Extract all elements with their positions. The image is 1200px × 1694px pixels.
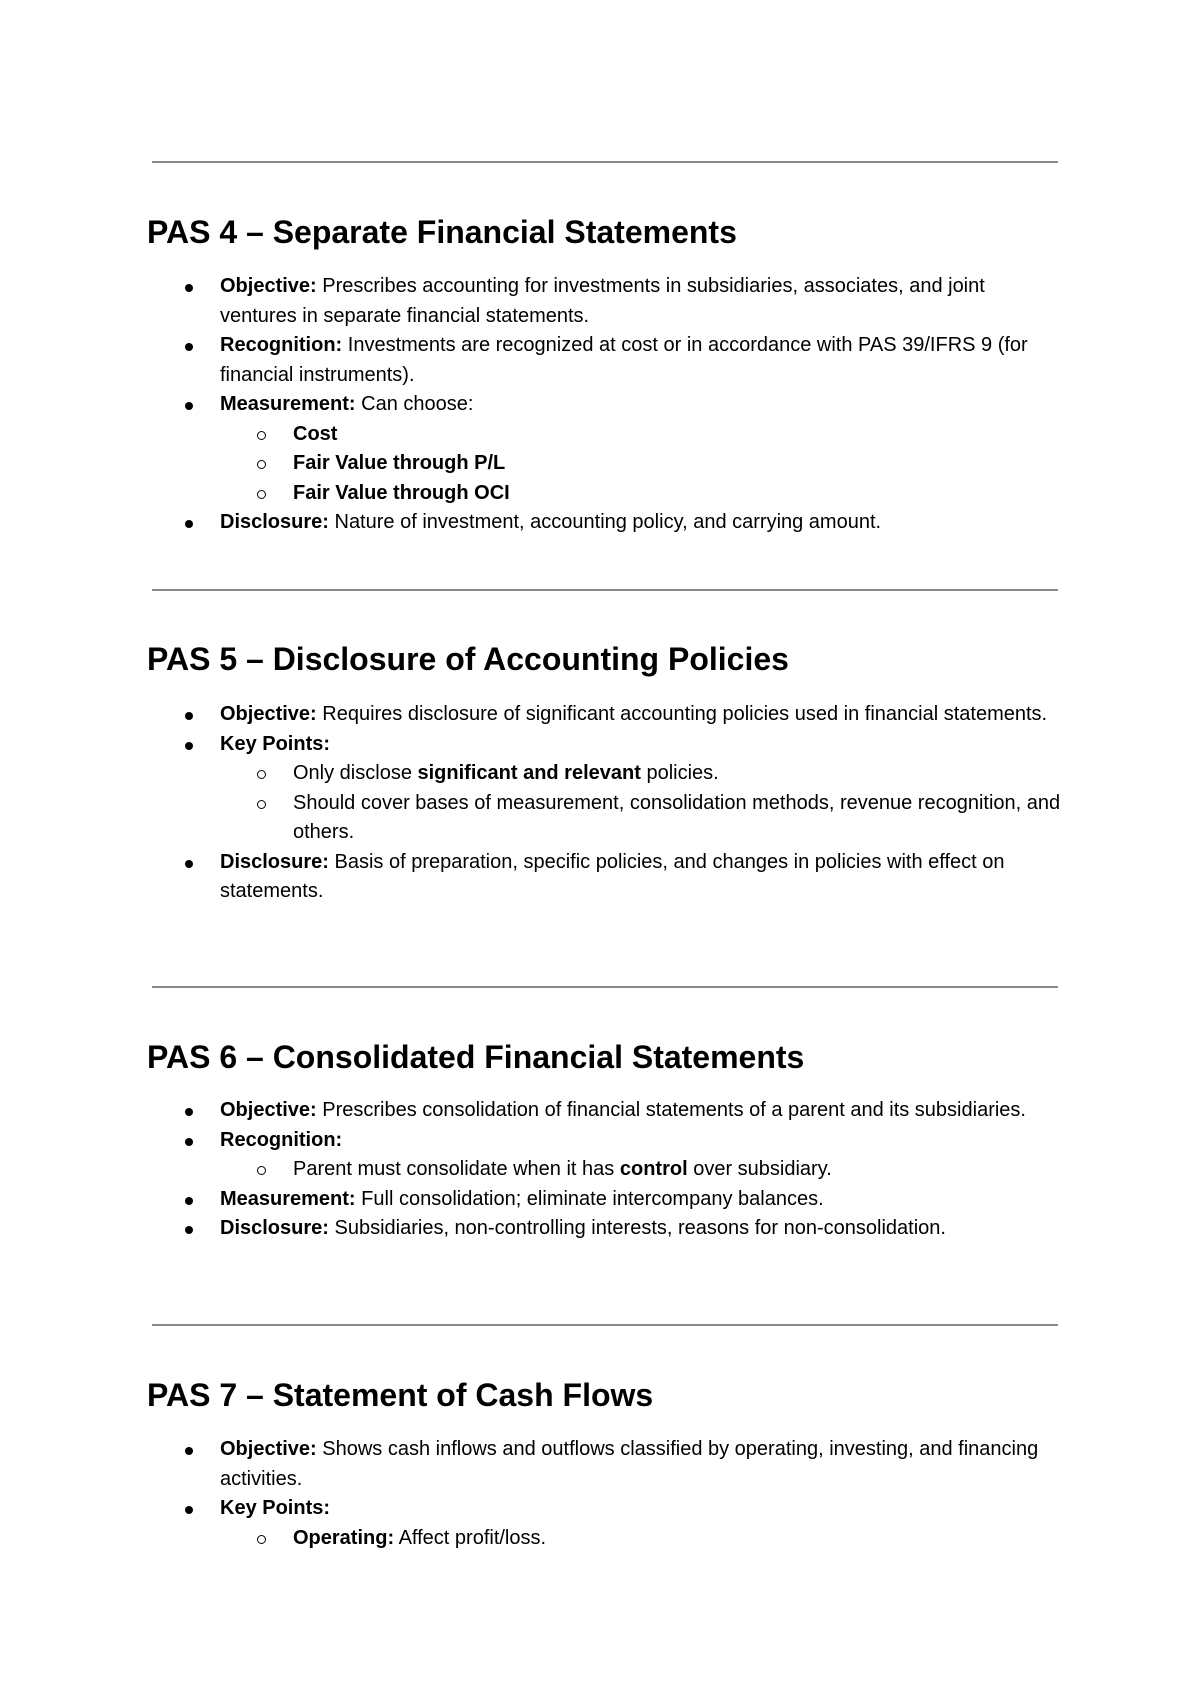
- item-label: Key Points:: [220, 1497, 331, 1519]
- section-heading: PAS 4 – Separate Financial Statements: [147, 214, 737, 250]
- list-item: [147, 1185, 1067, 1215]
- list-item: [147, 1435, 1067, 1494]
- sub-item-text: over subsidiary.: [687, 1158, 832, 1180]
- sub-list-item: [220, 789, 1067, 848]
- sub-list: [220, 759, 1067, 848]
- bullet-icon: [185, 1447, 193, 1455]
- hollow-bullet-icon: [257, 800, 266, 809]
- hollow-bullet-icon: [257, 1535, 266, 1544]
- sub-list-item: [220, 1155, 1067, 1185]
- bullet-list: [147, 1435, 1067, 1553]
- bullet-icon: [185, 860, 193, 868]
- bullet-icon: [185, 712, 193, 720]
- list-item: [147, 331, 1067, 390]
- sub-item-emphasis: significant and relevant: [417, 762, 641, 784]
- hollow-bullet-icon: [257, 490, 266, 499]
- list-item: [147, 730, 1067, 848]
- item-label: Objective:: [220, 703, 317, 725]
- sub-list: [220, 1524, 1067, 1554]
- hollow-bullet-icon: [257, 460, 266, 469]
- bullet-icon: [185, 284, 193, 292]
- section-heading: PAS 5 – Disclosure of Accounting Policies: [147, 641, 789, 677]
- list-item: [147, 1494, 1067, 1553]
- item-label: Disclosure:: [220, 511, 329, 533]
- item-label: Key Points:: [220, 732, 331, 755]
- item-label: Disclosure:: [220, 1217, 329, 1239]
- sub-item-text: policies.: [640, 762, 719, 784]
- sub-list-item: [220, 479, 1067, 509]
- sub-item-text: Cost: [293, 422, 338, 445]
- item-text: Prescribes consolidation of financial statements of a parent and its subsidiaries.: [316, 1099, 1026, 1121]
- sub-item-text: Should cover bases of measurement, consolidation methods, revenue recognition, and others.: [293, 791, 1061, 843]
- sub-item-text: Fair Value through OCI: [293, 481, 510, 504]
- bullet-icon: [185, 520, 193, 528]
- sub-list-item: [220, 420, 1067, 450]
- section-divider: [152, 589, 1058, 591]
- sub-list: [220, 1155, 1067, 1185]
- item-text: Requires disclosure of significant accounting policies used in financial statements.: [316, 703, 1048, 725]
- bullet-list: [147, 1096, 1067, 1244]
- item-text: Subsidiaries, non-controlling interests, reasons for non-consolidation.: [328, 1217, 946, 1239]
- section-pas-4: [147, 212, 1067, 538]
- section-pas-5: [147, 639, 1067, 907]
- item-text: Can choose:: [355, 393, 474, 415]
- bullet-icon: [185, 1506, 193, 1514]
- item-text: Basis of preparation, specific policies, and changes in policies with effect on statements.: [220, 850, 1005, 902]
- item-label: Measurement:: [220, 1187, 356, 1210]
- bullet-icon: [185, 1226, 193, 1234]
- item-label: Objective:: [220, 275, 317, 297]
- list-item: [147, 1126, 1067, 1185]
- sub-list-item: [220, 449, 1067, 479]
- item-text: Shows cash inflows and outflows classified by operating, investing, and financing activities.: [220, 1438, 1039, 1490]
- sub-list-item: [220, 759, 1067, 789]
- section-pas-6: [147, 1037, 1067, 1244]
- list-item: [147, 848, 1067, 907]
- sub-item-emphasis: control: [619, 1158, 688, 1180]
- item-label: Objective:: [220, 1438, 317, 1460]
- item-label: Objective:: [220, 1099, 317, 1121]
- sub-item-text: Only disclose: [293, 762, 418, 784]
- list-item: [147, 1214, 1067, 1244]
- hollow-bullet-icon: [257, 770, 266, 779]
- hollow-bullet-icon: [257, 1166, 266, 1175]
- sub-item-text: Affect profit/loss.: [394, 1526, 547, 1549]
- item-text: Investments are recognized at cost or in accordance with PAS 39/IFRS 9 (for financial instruments).: [220, 334, 1028, 386]
- sub-list-item: [220, 1524, 1067, 1554]
- item-text: Full consolidation; eliminate intercompany balances.: [355, 1187, 824, 1210]
- section-heading: PAS 6 – Consolidated Financial Statements: [147, 1039, 805, 1075]
- hollow-bullet-icon: [257, 431, 266, 440]
- list-item: [147, 390, 1067, 508]
- bullet-list: [147, 700, 1067, 907]
- section-divider: [152, 161, 1058, 163]
- item-label: Disclosure:: [220, 850, 329, 873]
- sub-item-emphasis: Operating:: [293, 1526, 395, 1549]
- section-divider: [152, 986, 1058, 988]
- sub-list: [220, 420, 1067, 509]
- bullet-icon: [185, 402, 193, 410]
- sub-item-text: Fair Value through P/L: [293, 452, 506, 474]
- list-item: [147, 508, 1067, 538]
- bullet-icon: [185, 343, 193, 351]
- bullet-icon: [185, 1138, 193, 1146]
- item-text: Nature of investment, accounting policy, and carrying amount.: [328, 511, 882, 533]
- sub-item-text: Parent must consolidate when it has: [293, 1158, 620, 1180]
- list-item: [147, 1096, 1067, 1126]
- bullet-icon: [185, 742, 193, 750]
- item-label: Recognition:: [220, 334, 343, 356]
- item-label: Recognition:: [220, 1128, 343, 1151]
- bullet-list: [147, 272, 1067, 538]
- section-pas-7: [147, 1375, 1067, 1553]
- item-label: Measurement:: [220, 393, 356, 415]
- section-heading: PAS 7 – Statement of Cash Flows: [147, 1377, 654, 1413]
- bullet-icon: [185, 1108, 193, 1116]
- list-item: [147, 272, 1067, 331]
- bullet-icon: [185, 1197, 193, 1205]
- section-divider: [152, 1324, 1058, 1326]
- item-text: Prescribes accounting for investments in subsidiaries, associates, and joint ventures in separate financial statements.: [220, 275, 985, 327]
- list-item: [147, 700, 1067, 730]
